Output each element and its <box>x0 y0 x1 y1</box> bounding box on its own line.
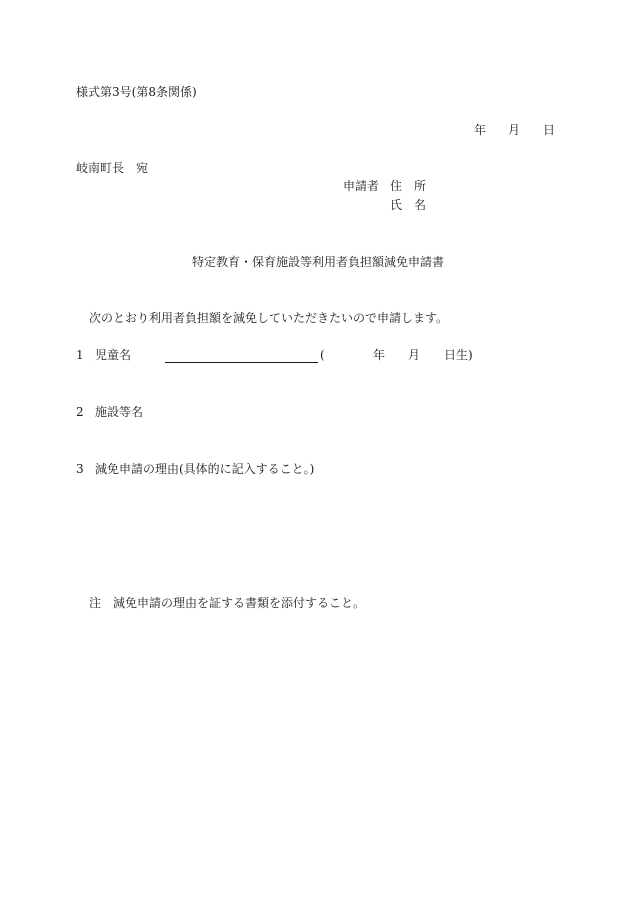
date-year-label: 年 <box>474 123 487 137</box>
date-day-label: 日 <box>543 123 556 137</box>
birth-year-label: 年 <box>373 348 386 362</box>
birth-day-label: 日生) <box>444 348 473 362</box>
address-label: 住 所 <box>390 179 427 193</box>
note-label: 注 <box>89 596 102 610</box>
item-number: 3 <box>76 462 84 476</box>
child-name-blank[interactable] <box>165 362 318 363</box>
item-label: 児童名 <box>95 348 132 362</box>
birth-month-label: 月 <box>408 348 421 362</box>
date-month-label: 月 <box>508 123 521 137</box>
form-title: 特定教育・保育施設等利用者負担額減免申請書 <box>192 255 445 269</box>
form-number: 様式第3号(第8条関係) <box>76 85 197 99</box>
applicant-label: 申請者 <box>343 179 380 193</box>
intro-text: 次のとおり利用者負担額を減免していただきたいので申請します。 <box>89 311 449 325</box>
item-number: 2 <box>76 405 84 419</box>
item-label: 施設等名 <box>95 405 144 419</box>
name-label: 氏 名 <box>390 198 427 212</box>
note-text: 減免申請の理由を証する書類を添付すること。 <box>113 596 366 610</box>
birth-open-paren: ( <box>320 348 325 362</box>
item-number: 1 <box>76 348 84 362</box>
addressee: 岐南町長 宛 <box>76 161 149 175</box>
item-label: 減免申請の理由(具体的に記入すること。) <box>95 462 315 476</box>
